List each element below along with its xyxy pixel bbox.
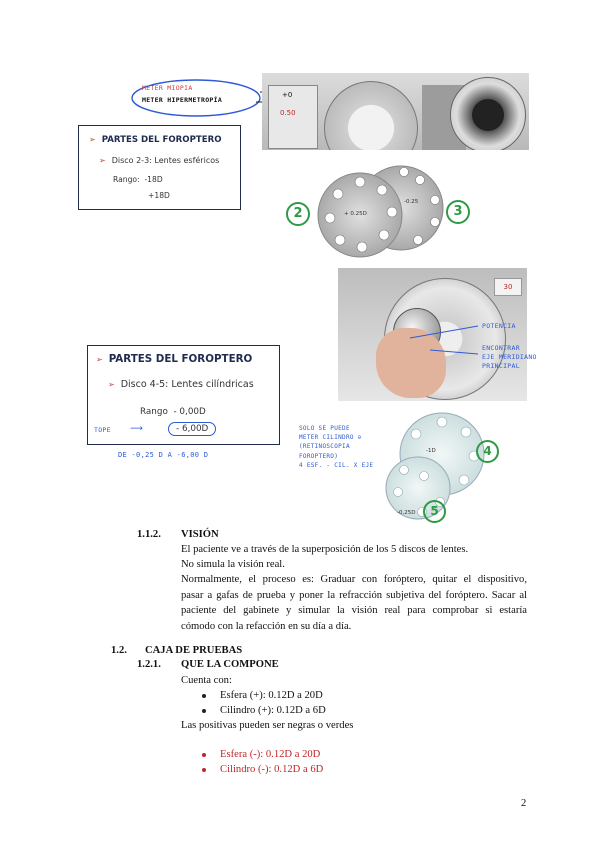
disc4-label: -1D	[426, 448, 436, 454]
box1-range-max: +18D	[148, 191, 170, 200]
disc-number-3: 3	[446, 200, 470, 224]
vision-paragraph-1: El paciente ve a través de la superposición de los 5 discos de lentes.	[181, 544, 469, 555]
caja-item-neg-1	[202, 747, 320, 763]
disc-number-2: 2	[286, 202, 310, 226]
caja-item-pos-1-text: Esfera (+): 0.12D a 20D	[220, 690, 323, 701]
note-eje-line3: PRINCIPAL	[482, 362, 520, 370]
box1-subtitle: Disco 2-3: Lentes esféricos	[111, 156, 220, 165]
bullet	[202, 753, 206, 757]
note-rango-cilindro: DE -0,25 D A -6,00 D	[118, 451, 209, 459]
note-solo-line1: SOLO SE PUEDE	[299, 425, 350, 432]
caja-item-pos-1	[202, 688, 323, 704]
vision-p3-line1: Normalmente, el proceso es: Graduar con foróptero, quitar el dispositivo,	[181, 574, 527, 585]
disc3-label: -0.25	[404, 199, 419, 205]
caja-item-neg-2-text: Cilindro (-): 0.12D a 6D	[220, 764, 324, 775]
page-number: 2	[521, 798, 527, 809]
foroptero-photo-1	[262, 73, 529, 150]
scale-window	[268, 85, 318, 149]
box1-range-label: Rango:	[113, 175, 140, 184]
dial-number: 30	[494, 278, 522, 296]
caja-item-neg-2	[202, 762, 323, 778]
vision-p3-line3: paciente del gabinete y simular la visión real para comprobar si estaría	[181, 605, 527, 616]
disc2-label: + 0.25D	[344, 211, 367, 217]
vision-paragraph-2: No simula la visión real.	[181, 559, 285, 570]
vision-title: VISIÓN	[181, 529, 219, 540]
tope-arrow: ⟶	[130, 424, 143, 434]
note-eje	[482, 344, 537, 371]
note-solo-line5: 4 ESF. - CIL. X EJE	[299, 461, 374, 469]
note-eje-line2: EJE MERIDIANO	[482, 353, 537, 361]
disc-number-4: 4	[476, 440, 499, 463]
note-meter-hipermetropia: METER HIPERMETROPÍA	[142, 96, 223, 104]
caja-title: CAJA DE PRUEBAS	[145, 645, 243, 656]
scale-top-value: +0	[282, 91, 293, 99]
note-meter-miopia: METER MIOPIA	[142, 84, 193, 92]
disc-number-5: 5	[423, 500, 446, 523]
note-eje-line1: ENCONTRAR	[482, 344, 520, 352]
caja-item-pos-2	[202, 703, 326, 719]
box1-title: PARTES DEL FOROPTERO	[101, 135, 222, 145]
caja-sub-number: 1.2.1.	[137, 659, 161, 670]
caja-item-neg-1-text: Esfera (-): 0.12D a 20D	[220, 749, 321, 760]
partes-box-1: ➢ PARTES DEL FOROPTERO ➢ Disco 2-3: Lentes esféricos Rango: -18D +18D	[78, 125, 241, 210]
bullet	[202, 768, 206, 772]
note-solo-cilindro	[299, 424, 373, 470]
bullet	[202, 709, 206, 713]
vision-paragraph-3	[181, 572, 527, 634]
tope-label: TOPE	[94, 426, 111, 434]
caja-note: Las positivas pueden ser negras o verdes	[181, 720, 354, 731]
box2-range-min: - 0,00D	[173, 407, 206, 417]
scale-red-value: 0.50	[280, 109, 296, 117]
vision-number: 1.1.2.	[137, 529, 161, 540]
caja-intro: Cuenta con:	[181, 675, 232, 686]
eyepiece	[450, 77, 526, 150]
note-solo-line3: (RETINOSCOPIA	[299, 443, 350, 451]
caja-sub-title: QUE LA COMPONE	[181, 659, 279, 670]
note-solo-line2: METER CILINDRO ⊖	[299, 434, 362, 442]
box2-range-max: - 6,00D	[168, 422, 216, 436]
box2-range-label: Rango	[140, 407, 168, 417]
caja-item-pos-2-text: Cilindro (+): 0.12D a 6D	[220, 705, 326, 716]
bullet	[202, 694, 206, 698]
partes-box-2: ➢ PARTES DEL FOROPTERO ➢ Disco 4-5: Lentes cilíndricas Rango - 0,00D TOPE ⟶ - 6,00D	[87, 345, 280, 445]
box2-subtitle: Disco 4-5: Lentes cilíndricas	[120, 379, 254, 390]
box1-range-min: -18D	[144, 175, 163, 184]
box2-title: PARTES DEL FOROPTERO	[108, 353, 253, 365]
lens-dial	[324, 81, 418, 150]
arrows-photo2	[400, 320, 480, 360]
vision-p3-line4: cómodo con la refacción en su día a día.	[181, 620, 352, 632]
disc5-label: -0,25D	[397, 510, 416, 516]
vision-p3-line2: pasar a gafas de prueba y poner la refracción subjetiva del foróptero. Sacar al	[181, 589, 527, 601]
note-solo-line4: FOROPTERO)	[299, 452, 339, 460]
caja-number: 1.2.	[111, 645, 127, 656]
note-potencia: POTENCIA	[482, 322, 516, 330]
